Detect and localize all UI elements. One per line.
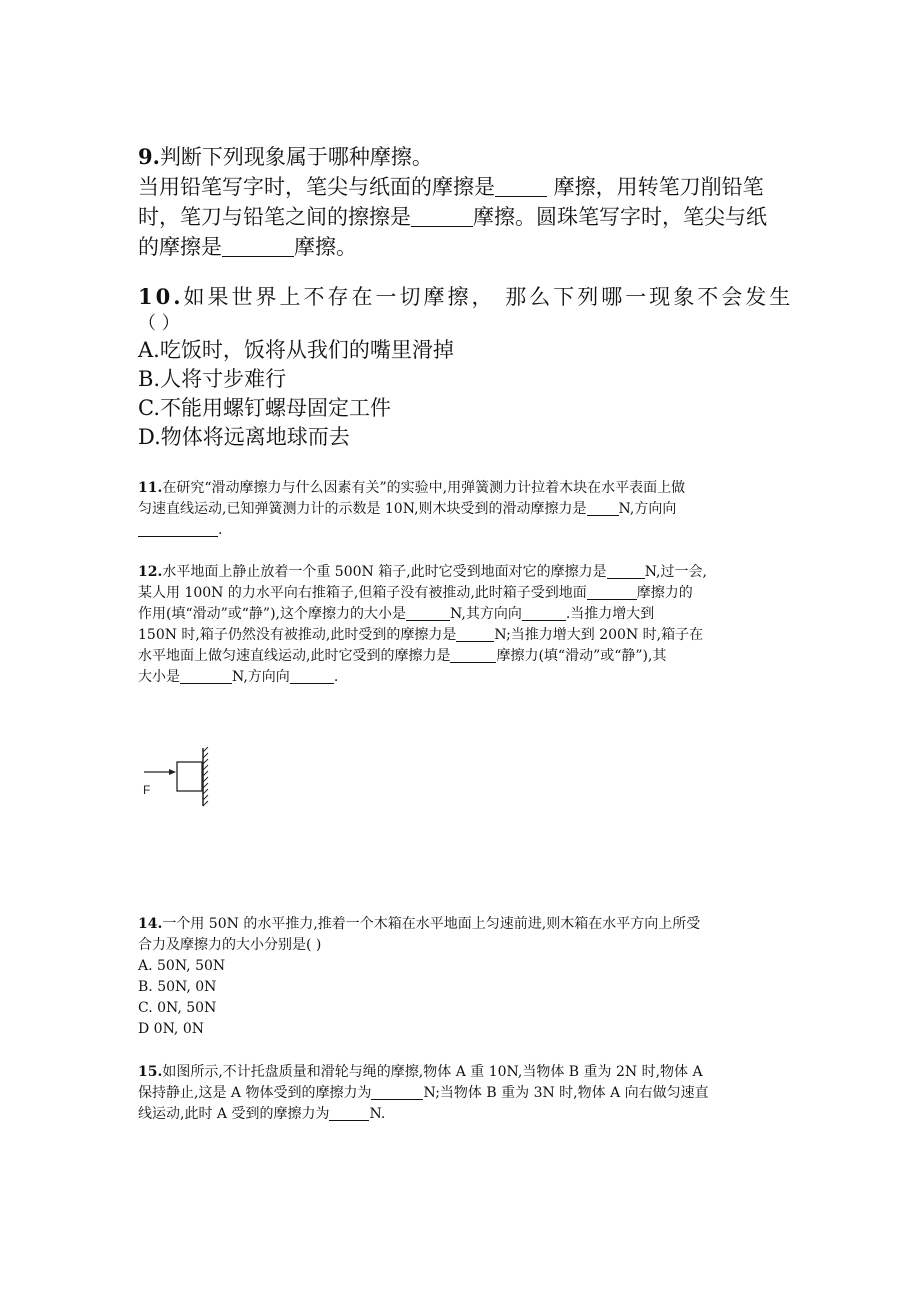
text: 摩擦力(填“滑动”或“静”),其 [496,648,667,664]
question-9-line-2 [138,202,788,232]
blank [495,175,547,197]
text: N,方向向 [618,501,677,517]
question-15-line-1 [138,1062,788,1083]
text: 水平地面上做匀速直线运动,此时它受到的摩擦力是 [138,648,451,664]
question-9-line-1 [138,172,788,202]
text: N,其方向向 [450,606,522,622]
question-title: 判断下列现象属于哪种摩擦。 [159,145,433,169]
text: 摩擦。圆珠笔写字时，笔尖与纸 [473,205,767,229]
text: N;当推力增大到 200N 时,箱子在 [494,627,704,643]
block [177,762,202,791]
text: 如图所示,不计托盘质量和滑轮与绳的摩擦,物体 A 重 10N,当物体 B 重为 2N 时,物体 A [162,1064,703,1080]
question-9-title-line [138,142,788,172]
text: 一个用 50N 的水平推力,推着一个木箱在水平地面上匀速前进,则木箱在水平方向上所受 [162,916,701,932]
blank [290,669,334,684]
question-15 [138,1062,788,1125]
text: 保持静止,这是 A 物体受到的摩擦力为 [138,1085,372,1101]
question-14 [138,914,788,1040]
text: 水平地面上静止放着一个重 500N 箱子,此时它受到地面对它的摩擦力是 [162,564,607,580]
blank [587,501,619,516]
text: . [218,522,223,538]
question-9-line-3 [138,232,788,262]
blank [456,627,494,642]
text: . [333,669,339,685]
text: 摩擦，用转笔刀削铅笔 [547,175,764,199]
question-12-line-6 [138,667,788,688]
text: 匀速直线运动,已知弹簧测力计的示数是 10N,则木块受到的滑动摩擦力是 [138,501,587,517]
answer-parentheses: （ ） [138,313,180,334]
text: 作用(填“滑动”或“静”),这个摩擦力的大小是 [138,606,407,622]
question-10-stem [138,282,794,312]
option-b: B. 50N, 0N [138,979,217,995]
question-14-line-2: 合力及摩擦力的大小分别是( ) [138,937,322,953]
text: 摩擦。 [294,235,357,259]
text: N,过一会, [644,564,707,580]
blank [522,606,566,621]
option-d: D 0N, 0N [138,1021,204,1037]
blank [180,669,232,684]
question-number: 11. [138,480,163,496]
text: 时，笔刀与铅笔之间的擦擦是 [138,205,411,229]
question-11-line-3 [138,520,788,541]
text: .当推力增大到 [565,606,655,622]
question-12-line-2 [138,583,788,604]
blank [138,522,218,537]
question-10 [138,282,794,452]
force-arrow-head [169,769,176,775]
question-15-line-3 [138,1104,788,1125]
blank [329,1106,369,1121]
blank [406,606,450,621]
question-number: 14. [138,916,163,932]
force-wall-diagram [140,744,220,814]
option-c: C. 0N, 50N [138,1000,217,1016]
question-12-line-3 [138,604,788,625]
text: N;当物体 B 重为 3N 时,物体 A 向右做匀速直 [423,1085,709,1101]
question-11 [138,478,788,541]
text: 的摩擦是 [138,235,222,259]
question-12-line-1 [138,562,788,583]
question-11-line-1 [138,478,788,499]
question-14-line-1 [138,914,788,935]
question-number: 10. [138,284,184,309]
text: 线运动,此时 A 受到的摩擦力为 [138,1106,330,1122]
blank [587,585,637,600]
option-a: A.吃饭时，饭将从我们的嘴里滑掉 [138,338,454,362]
text: N,方向向 [232,669,290,685]
option-d: D.物体将远离地球而去 [138,425,350,449]
question-number: 15. [138,1064,163,1080]
question-15-line-2 [138,1083,788,1104]
question-stem: 如果世界上不存在一切摩擦， 那么下列哪一现象不会发生 [183,285,794,309]
text: 大小是 [138,669,180,685]
question-number: 12. [138,564,163,580]
blank [450,648,496,663]
option-c: C.不能用螺钉螺母固定工件 [138,396,391,420]
text: 当用铅笔写字时，笔尖与纸面的摩擦是 [138,175,495,199]
question-12 [138,562,788,688]
text: N. [369,1106,386,1122]
question-12-line-5 [138,646,788,667]
question-11-line-2 [138,499,788,520]
option-a: A. 50N, 50N [138,958,226,974]
blank [607,564,645,579]
question-number: 9. [138,144,160,169]
text: 150N 时,箱子仍然没有被推动,此时受到的摩擦力是 [138,627,457,643]
text: 在研究“滑动摩擦力与什么因素有关”的实验中,用弹簧测力计拉着木块在水平表面上做 [162,480,686,496]
question-12-line-4 [138,625,788,646]
blank [222,235,294,257]
force-label: F [143,783,151,797]
text: 某人用 100N 的力水平向右推箱子,但箱子没有被推动,此时箱子受到地面 [138,585,587,601]
blank [371,1085,423,1100]
text: 摩擦力的 [636,585,693,601]
blank [411,205,473,227]
option-b: B.人将寸步难行 [138,367,287,391]
question-9 [138,142,788,262]
